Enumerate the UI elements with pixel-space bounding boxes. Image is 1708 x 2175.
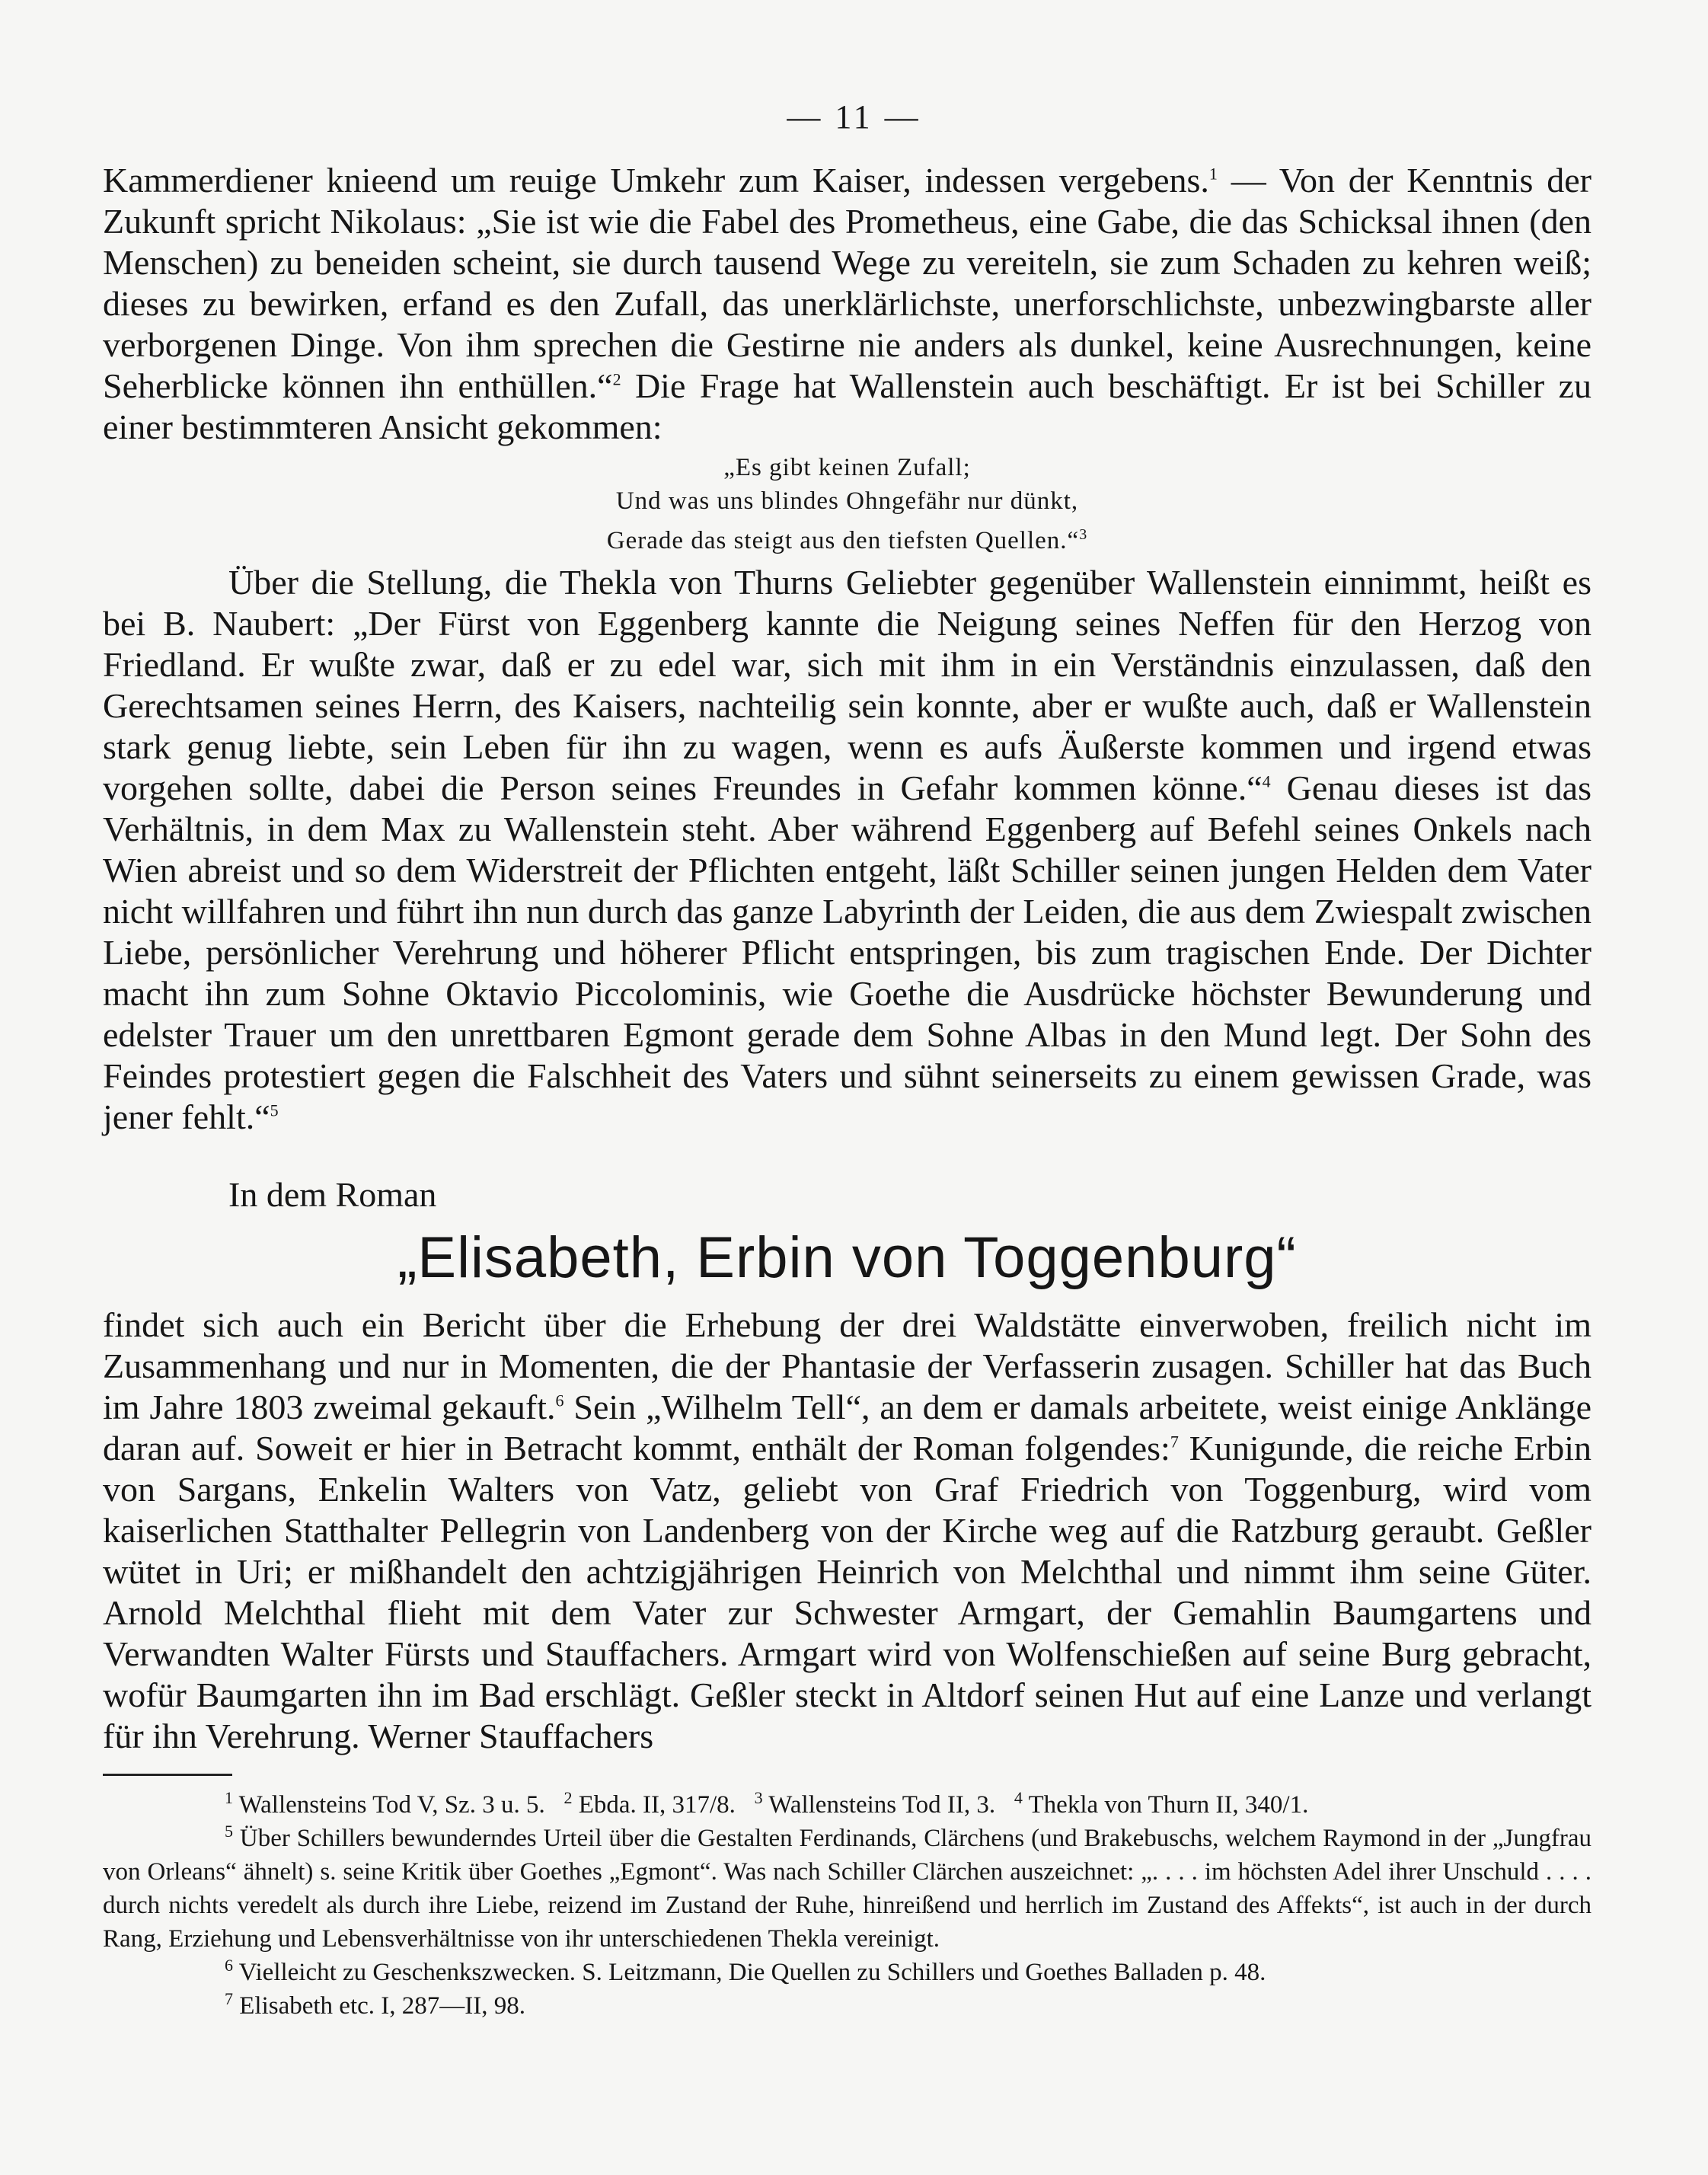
footnote-ref-6: 6 (555, 1391, 564, 1410)
quote-line-3-text: Gerade das steigt aus den tiefsten Quellen.“ (606, 527, 1080, 554)
footnote-4-number: 4 (1014, 1788, 1023, 1807)
paragraph-2-text-b: Genau dieses ist das Verhältnis, in dem Max zu Wallenstein steht. Aber während Eggenberg auf Befehl seines Onkels nach Wien abreist und so dem Widerstreit der Pflichten entgeht, läßt Schiller seinen jungen Helden dem Vater nicht willfahren und führt ihn nun durch das ganze Labyrinth der Leiden, die aus dem Zwiespalt zwischen Liebe, persönlicher Verehrung und höherer Pflicht entspringen, bis zum tragischen Ende. Der Dichter macht ihn zum Sohne Oktavio Piccolominis, wie Goethe die Ausdrücke höchster Bewunderung und edelster Trauer um den unrettbaren Egmont gerade dem Sohne Albas in den Mund legt. Der Sohn des Feindes protestiert gegen die Falschheit des Vaters und sühnt seinerseits zu einem gewissen Grade, was jener fehlt.“ (103, 768, 1591, 1136)
footnote-ref-5: 5 (270, 1100, 279, 1120)
footnote-3-number: 3 (754, 1788, 763, 1807)
main-text (103, 160, 1591, 2023)
footnote-line-1 (103, 1788, 1591, 1822)
footnote-2-text: Ebda. II, 317/8. (572, 1791, 736, 1819)
quote-line-2: Und was uns blindes Ohngefähr nur dünkt, (615, 487, 1079, 515)
footnote-7-number: 7 (225, 1989, 233, 2008)
footnote-ref-2: 2 (612, 369, 621, 389)
footnotes (103, 1788, 1591, 2023)
paragraph-3-text-c: Kunigunde, die reiche Erbin von Sargans, Enkelin Walters von Vatz, geliebt von Graf Friedrich von Toggenburg, wird vom kaiserlichen Statthalter Pellegrin von Landenberg von der Kirche weg auf die Ratzburg geraubt. Geßler wütet in Uri; er mißhandelt den achtzigjährigen Heinrich von Melchthal und nimmt ihm seine Güter. Arnold Melchthal flieht mit dem Vater zur Schwester Armgart, der Gemahlin Baumgartens und Verwandten Walter Fürsts und Stauffachers. Armgart wird von Wolfenschießen auf seine Burg gebracht, wofür Baumgarten ihn im Bad erschlägt. Geßler steckt in Altdorf seinen Hut auf eine Lanze und verlangt für ihn Verehrung. Werner Stauffachers (103, 1429, 1591, 1755)
footnote-ref-3: 3 (1079, 526, 1088, 543)
footnote-2-number: 2 (563, 1788, 573, 1807)
quote-line-3 (103, 518, 1591, 557)
roman-intro: In dem Roman (228, 1175, 437, 1214)
footnote-5-text: Über Schillers bewunderndes Urteil über die Gestalten Ferdinands, Clärchens (und Brakebuschs, welchem Raymond in der „Jungfrau von Orleans“ ähnelt) s. seine Kritik über Goethes „Egmont“. Was nach Schiller Clärchen auszeichnet: „. . . . im höchsten Adel ihrer Unschuld . . . . durch nichts veredelt als durch ihre Liebe, reizend im Zustand der Ruhe, hinreißend und herrlich im Zustand des Affekts“, ist auch in der durch Rang, Erziehung und Lebensverhältnisse von ihr unterschiedenen Thekla vereinigt. (103, 1825, 1591, 1953)
paragraph-2-text-a: Über die Stellung, die Thekla von Thurns Geliebter gegenüber Wallenstein einnimmt, heißt es bei B. Naubert: „Der Fürst von Eggenberg kannte die Neigung seines Neffen für den Herzog von Friedland. Er wußte zwar, daß er zu edel war, sich mit ihm in ein Verständnis einzulassen, daß den Gerechtsamen seines Herrn, des Kaisers, nachteilig sein konnte, aber er wußte auch, daß er Wallenstein stark genug liebte, sein Leben für ihn zu wagen, wenn es aufs Äußerste kommen und irgend etwas vorgehen sollte, dabei die Person seines Freundes in Gefahr kommen könne.“ (103, 563, 1591, 807)
paragraph-3-text-b: Sein „Wilhelm Tell“, an dem er damals arbeitete, weist einige Anklänge daran auf. Soweit er hier in Betracht kommt, enthält der Roman folgendes: (103, 1388, 1592, 1468)
quote-line-1: „Es gibt keinen Zufall; (723, 454, 971, 481)
paragraph-1-text-c: Die Frage hat Wallenstein auch beschäftigt. Er ist bei Schiller zu einer bestimmteren Ansicht gekommen: (103, 366, 1591, 446)
footnote-4-text: Thekla von Thurn II, 340/1. (1022, 1791, 1309, 1819)
footnote-ref-1: 1 (1208, 164, 1218, 184)
footnote-7-text: Elisabeth etc. I, 287—II, 98. (233, 1992, 525, 2020)
footnote-divider (103, 1774, 232, 1776)
paragraph-1 (103, 160, 1591, 448)
footnote-ref-4: 4 (1262, 771, 1271, 791)
footnote-6-text: Vielleicht zu Geschenkszwecken. S. Leitzmann, Die Quellen zu Schillers und Goethes Balladen p. 48. (233, 1959, 1266, 1986)
footnote-7 (103, 1989, 1591, 2023)
footnote-6-number: 6 (225, 1956, 233, 1975)
footnote-6 (103, 1956, 1591, 1989)
paragraph-1-text-a: Kammerdiener knieend um reuige Umkehr zum Kaiser, indessen vergebens. (103, 161, 1209, 200)
footnote-5-number: 5 (225, 1822, 233, 1841)
footnote-5 (103, 1822, 1591, 1956)
section-heading: „Elisabeth, Erbin von Toggenburg“ (397, 1225, 1297, 1290)
verse-quote (103, 451, 1591, 557)
paragraph-2 (103, 562, 1591, 1138)
footnote-1-text: Wallensteins Tod V, Sz. 3 u. 5. (233, 1791, 545, 1819)
paragraph-3-text-a: findet sich auch ein Bericht über die Erhebung der drei Waldstätte einverwoben, freilich nicht im Zusammenhang und nur in Momenten, die der Phantasie der Verfasserin zusagen. Schiller hat das Buch im Jahre 1803 zweimal gekauft. (103, 1305, 1591, 1426)
page-number: — 11 — (787, 98, 921, 136)
paragraph-3 (103, 1305, 1591, 1757)
footnote-1-number: 1 (225, 1788, 233, 1807)
footnote-3-text: Wallensteins Tod II, 3. (762, 1791, 996, 1819)
paragraph-1-text-b: — Von der Kenntnis der Zukunft spricht Nikolaus: „Sie ist wie die Fabel des Prometheus, eine Gabe, die das Schicksal ihnen (den Menschen) zu beneiden scheint, sie durch tausend Wege zu vereiteln, sie zum Schaden zu kehren weiß; dieses zu bewirken, erfand es den Zufall, das unerklärlichste, unerforschlichste, unbezwingbarste aller verborgenen Dinge. Von ihm sprechen die Gestirne nie anders als dunkel, keine Ausrechnungen, keine Seherblicke können ihn enthüllen.“ (103, 161, 1591, 405)
footnote-ref-7: 7 (1170, 1432, 1179, 1452)
